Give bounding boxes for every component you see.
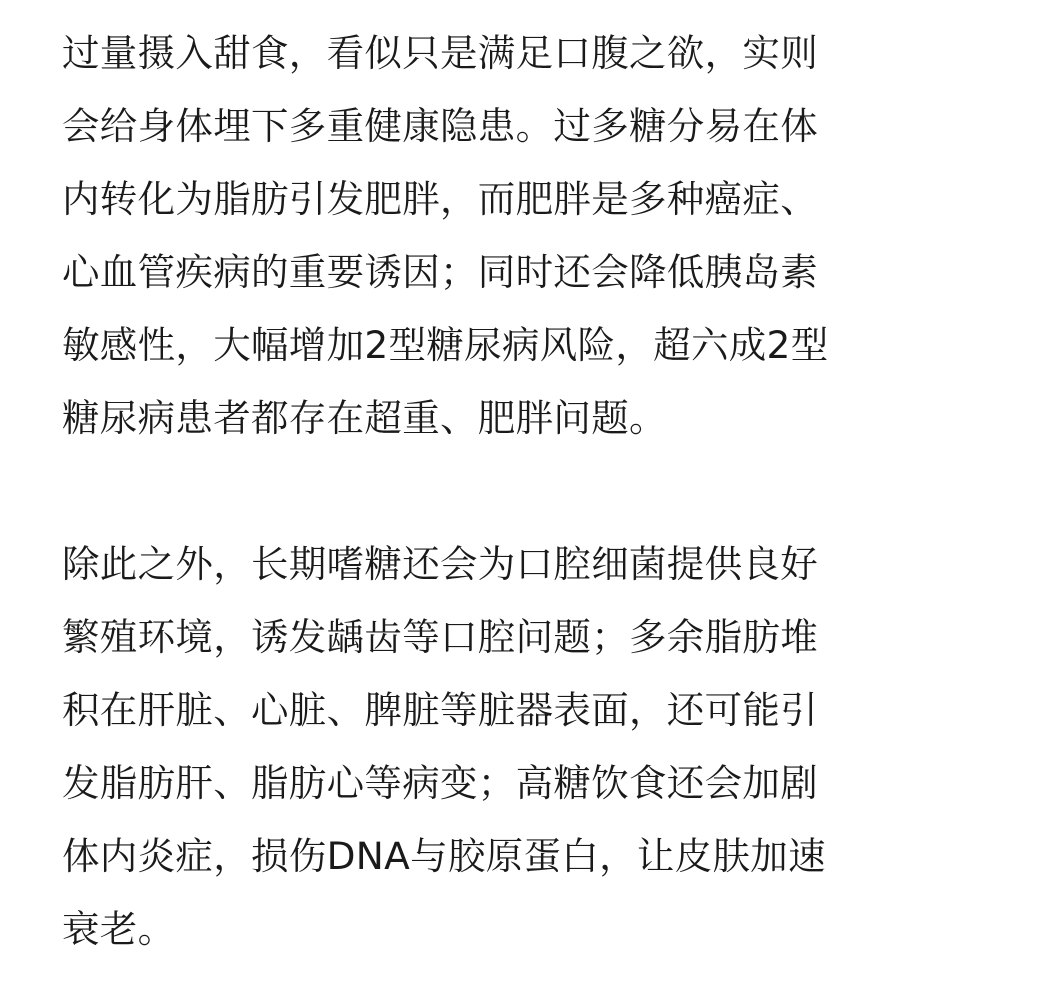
text-line: 心血管疾病的重要诱因；同时还会降低胰岛素 xyxy=(62,250,818,294)
text-line: 糖尿病患者都存在超重、肥胖问题。 xyxy=(62,396,667,440)
paragraph-other-effects xyxy=(62,528,992,966)
text-line: 过量摄入甜食，看似只是满足口腹之欲，实则 xyxy=(62,31,818,75)
article-body xyxy=(62,17,992,966)
text-line: 繁殖环境，诱发龋齿等口腔问题；多余脂肪堆 xyxy=(62,615,818,659)
text-line: 敏感性，大幅增加2型糖尿病风险，超六成2型 xyxy=(62,323,829,367)
text-line: 除此之外，长期嗜糖还会为口腔细菌提供良好 xyxy=(62,542,818,586)
text-line: 衰老。 xyxy=(62,907,176,951)
text-line: 内转化为脂肪引发肥胖，而肥胖是多种癌症、 xyxy=(62,177,818,221)
text-line: 积在肝脏、心脏、脾脏等脏器表面，还可能引 xyxy=(62,688,818,732)
text-line: 体内炎症，损伤DNA与胶原蛋白，让皮肤加速 xyxy=(62,834,826,878)
text-line: 会给身体埋下多重健康隐患。过多糖分易在体 xyxy=(62,104,818,148)
text-line: 发脂肪肝、脂肪心等病变；高糖饮食还会加剧 xyxy=(62,761,818,805)
paragraph-sugar-health-risks xyxy=(62,17,992,455)
